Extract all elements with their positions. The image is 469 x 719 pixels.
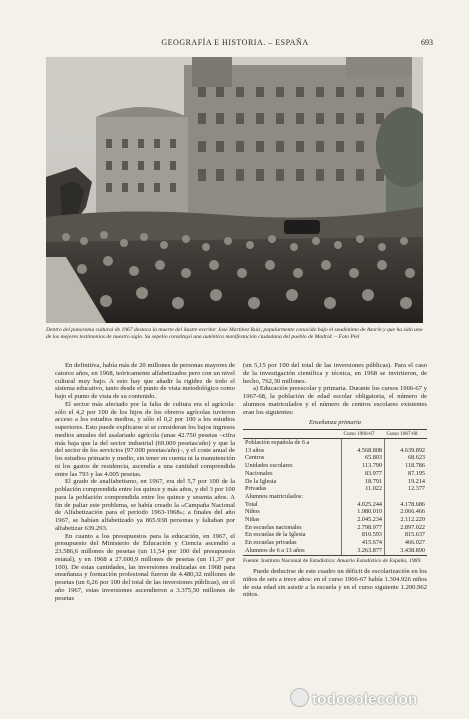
cell-value: 18.791 — [342, 478, 385, 486]
row-label: 13 años — [245, 446, 265, 454]
cell-value: 12.377 — [385, 485, 428, 493]
cell-value — [385, 439, 428, 447]
page-number: 693 — [421, 38, 433, 47]
source-label: Fuente: Instituto Nacional de Estadística: — [243, 557, 337, 564]
paragraph-section-a: a) Educación preescolar y primaria. Durante los cursos 1966-67 y 1967-68, la población de edad escolar obligatoria, el número de alumnos matriculados y el número de centros escolares existentes eran los siguientes: — [243, 385, 427, 416]
table-row — [243, 508, 427, 516]
cell-value — [342, 493, 385, 501]
source-title: Anuario Estadístico de España, 1969. — [336, 557, 422, 564]
cell-value: 65.803 — [342, 454, 385, 462]
cell-value: 68.623 — [385, 454, 428, 462]
table-row — [243, 439, 427, 447]
cell-value — [385, 493, 428, 501]
paragraph: (un 5,15 por 100 del total de las inversiones públicas). Para el caso de la investigación científica y técnica, en 1968 se invirtieron, de hecho, 762,30 millones. — [243, 362, 427, 385]
cell-value: 4.178.686 — [385, 501, 428, 509]
table-row — [243, 462, 427, 470]
table-row — [243, 447, 427, 455]
table-row — [243, 516, 427, 524]
running-header: GEOGRAFÍA E HISTORIA. – ESPAÑA — [161, 38, 309, 47]
right-text-column — [243, 362, 427, 599]
cell-value: 1.980.010 — [342, 508, 385, 516]
row-label: En escuelas nacionales — [245, 523, 302, 531]
cell-value: 2.112.220 — [385, 516, 428, 524]
cell-value: 2.897.022 — [385, 524, 428, 532]
cell-value: 810.593 — [342, 531, 385, 539]
cell-value: 415.674 — [342, 539, 385, 547]
row-label: Unidades escolares — [245, 462, 293, 470]
cell-value: 4.568.808 — [342, 447, 385, 455]
funeral-crowd-photo — [46, 57, 423, 323]
table-row — [243, 485, 427, 493]
row-label: Privadas — [245, 485, 267, 493]
cell-value: 19.214 — [385, 478, 428, 486]
row-label: Centros — [245, 454, 265, 462]
paragraph: Puede deducirse de este cuadro un déficit de escolarización en los niños de seis a trece años: en el curso 1966-67 había 1.304.926 niños de esta edad sin asistir a la escuela y en el curso siguiente 1.200.962 niños. — [243, 568, 427, 599]
cell-value: 2.798.977 — [342, 524, 385, 532]
row-label: En escuelas privadas — [245, 539, 297, 547]
watermark-logo — [290, 688, 418, 708]
cell-value — [342, 439, 385, 447]
cell-value: 466.027 — [385, 539, 428, 547]
cell-value: 87.195 — [385, 470, 428, 478]
row-label: Niños — [245, 508, 260, 516]
table-row — [243, 547, 427, 555]
row-label: Nacionales — [245, 469, 273, 477]
table-source — [243, 558, 427, 565]
row-label: Total — [245, 500, 258, 508]
paragraph: En definitiva, había más de 20 millones de personas mayores de catorce años, en 1968, teóricamente alfabetizados pero con un nivel cultural muy bajo. A esto hay que añadir la rigidez de todo el sistema educativo, tanto desde el punto de vista metodológico como bajo el punto de vista de su contenido. — [55, 362, 235, 400]
table-row — [243, 531, 427, 539]
primary-education-table — [243, 429, 427, 556]
table-row — [243, 539, 427, 547]
table-title: Enseñanza primaria — [308, 419, 361, 427]
cell-value: 113.790 — [342, 462, 385, 470]
cell-value: 2.066.466 — [385, 508, 428, 516]
photo-caption: Dentro del panorama cultural de 1967 destaca la muerte del ilustre escritor José Martínez Ruiz, popularmente conocido bajo el seudónimo de Azorín y que ha sido uno de los mejores testimonios de nuestro siglo. Su sepelio constituyó una auténtica manifestación ciudadana del pueblo de Madrid. – Foto Piel — [46, 327, 423, 340]
table-row — [243, 524, 427, 532]
left-text-column — [55, 362, 235, 602]
watermark-text: todocoleccion — [312, 691, 418, 708]
cell-value: 4.639.892 — [385, 447, 428, 455]
row-label: De la Iglesia — [245, 477, 277, 485]
table-row — [243, 501, 427, 509]
table-row — [243, 478, 427, 486]
row-label: En escuelas de la Iglesia — [245, 531, 306, 539]
cell-value: 118.786 — [385, 462, 428, 470]
table-header-cell: Curso 1967-68 — [385, 430, 428, 439]
cell-value: 83.977 — [342, 470, 385, 478]
watermark-icon — [290, 688, 309, 707]
paragraph: El grado de analfabetismo, en 1967, era del 5,7 por 100 de la población comprendida entre los quince y más años, y del 3 por 100 para la población comprendida entre los quince y sesenta años. A fin de paliar este problema, se había creado la «Campaña Nacional de Alfabetización para el periodo 1963-1968»; a finales del año 1967, se habían alfabetizado ya 865.938 personas y faltaban por alfabetizar 639.293. — [55, 478, 235, 532]
row-label: Población española de 6 a — [245, 439, 310, 446]
table-row — [243, 454, 427, 462]
row-label: Niñas — [245, 516, 260, 524]
cell-value: 3.263.877 — [342, 547, 385, 555]
cell-value: 3.438.890 — [385, 547, 428, 555]
cell-value: 4.025.244 — [342, 501, 385, 509]
paragraph: El sector más afectado por la falta de cultura era el agrícola: sólo el 4,2 por 100 de los hijos de los obreros agrícolas tuvieron acceso a los estudios medios, y sólo el 0,2 por 100 a los estudios superiores. Esto puede explicarse si se consideran los bajos ingresos medios anuales del asalariado agrícola (unas 42.750 pesetas –cifra más baja que la del sector industrial (69.000 pesetas/año) y que la del sector de los servicios (97.000 pesetas/año)–, y el coste anual de los estudios primario y medio, sin tener en cuenta ni la manutención ni los gastos de residencia, ascendía a una cantidad comprendida entre las 793 y las 4.005 pesetas. — [55, 400, 235, 478]
table-row — [243, 470, 427, 478]
table-header-cell — [243, 430, 342, 439]
row-label: Alumnos matriculados: — [245, 492, 303, 500]
row-label: Alumnos de 6 a 13 años — [243, 547, 342, 555]
paragraph: En cuanto a los presupuestos para la educación, en 1967, el presupuesto del Ministerio de Educación y Ciencia ascendió a 23.586,6 millones de pesetas (un 11,54 por 100 del presupuesto estatal), y en 1968 a 27.600,9 millones de pesetas (un 11,37 por 100). De estas cantidades, las inversiones realizadas en 1968 para enseñanza y formación profesional fueron de 4.480,32 millones de pesetas (un 6,26 por 100 del total de las inversiones públicas), en el año 1967, estas inversiones ascendieron a 3.375,50 millones de pesetas — [55, 532, 235, 602]
table-body — [243, 439, 427, 556]
table-header-cell: Curso 1966-67 — [342, 430, 385, 439]
table-row — [243, 493, 427, 501]
cell-value: 2.045.234 — [342, 516, 385, 524]
cell-value: 815.637 — [385, 531, 428, 539]
cell-value: 11.022 — [342, 485, 385, 493]
table-header-row — [243, 430, 427, 439]
